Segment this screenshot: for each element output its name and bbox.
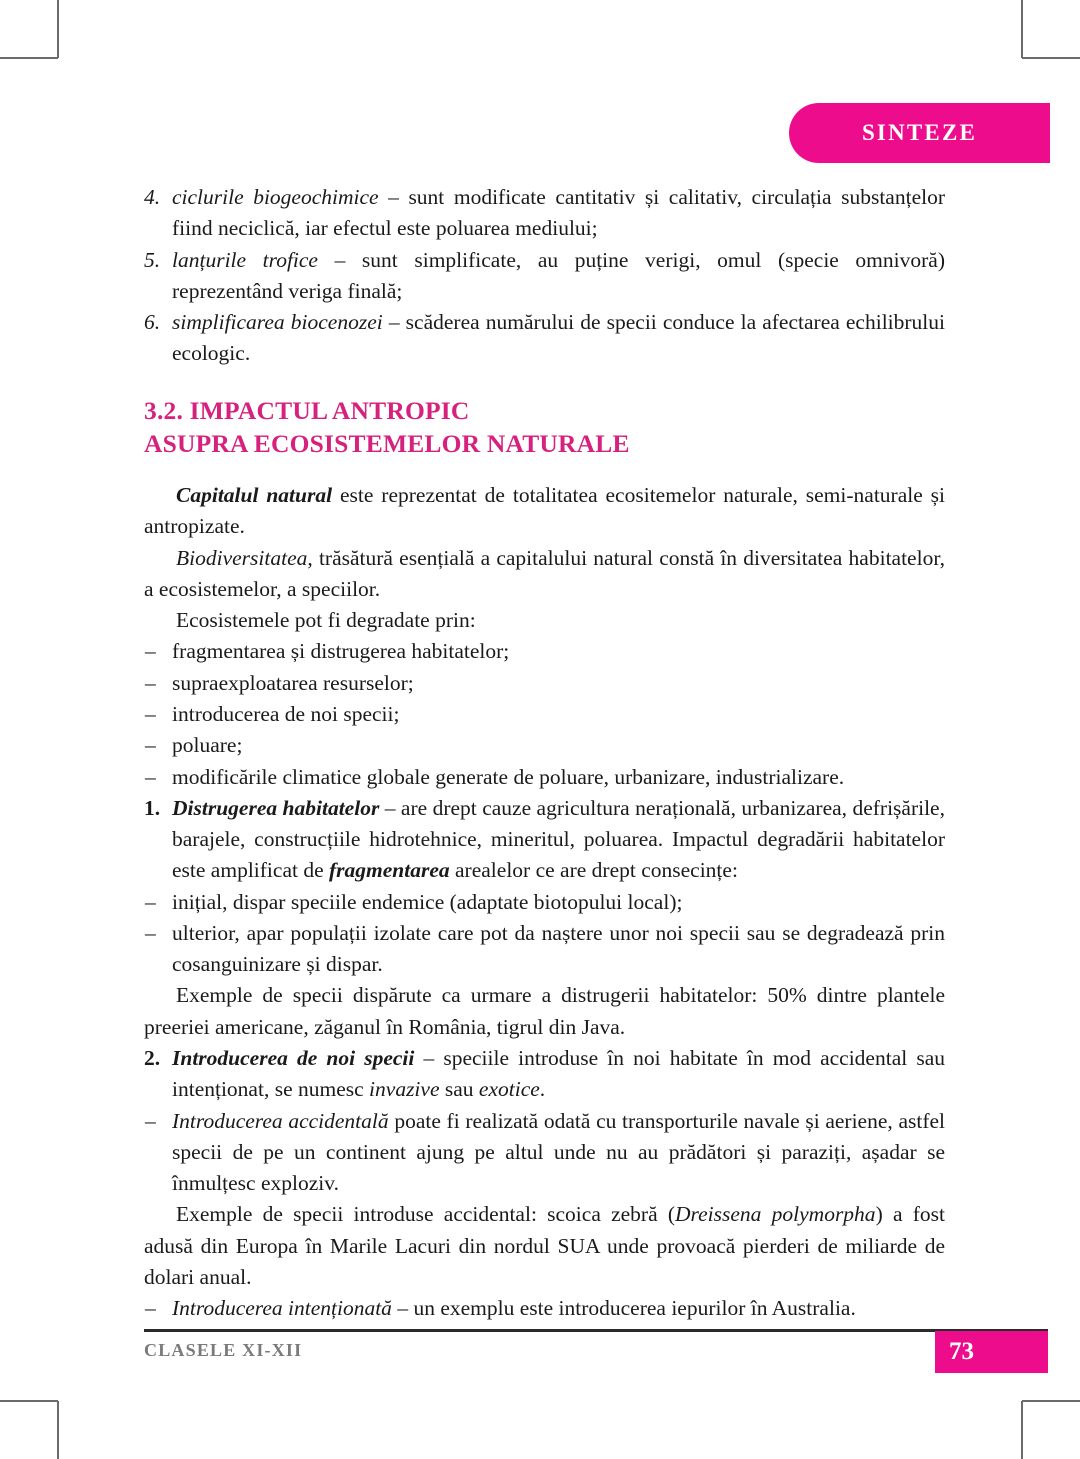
header-badge-label: SINTEZE bbox=[861, 120, 978, 145]
list-text: – sunt simplificate, au puține verigi, omul (specie omnivoră) reprezentând veriga finală; bbox=[172, 247, 945, 303]
paragraph-example-extinct-species: Exemple de specii dispărute ca urmare a distrugerii habitatelor: 50% dintre plantele preeriei americane, zăganul în România, tigrul din Java. bbox=[144, 983, 945, 1039]
list-term: ciclurile biogeochimice bbox=[172, 185, 379, 209]
list-text: – un exemplu este introducerea iepurilor în Australia. bbox=[391, 1296, 856, 1321]
dash-marker: – bbox=[145, 764, 156, 789]
crop-mark-bottom-left-vertical bbox=[57, 1401, 59, 1459]
dash-marker: – bbox=[145, 639, 156, 664]
list-term: lanțurile trofice bbox=[172, 247, 318, 272]
emphasis-invazive: invazive bbox=[369, 1077, 440, 1102]
list-text: inițial, dispar speciile endemice (adaptate biotopului local); bbox=[172, 889, 683, 914]
list-item bbox=[144, 887, 945, 918]
paragraph-text: arealelor ce are drept consecințe: bbox=[449, 858, 738, 883]
paragraph-example-accidental bbox=[144, 1199, 945, 1293]
paragraph-capital-natural bbox=[144, 480, 945, 543]
paragraph-text: – speciile introduse în noi habitate în mod accidental sau intenționat, se numesc bbox=[172, 1046, 945, 1102]
species-name-dreissena-polymorpha: Dreissena polymorpha bbox=[675, 1202, 876, 1227]
term-distrugerea-habitatelor: Distrugerea habitatelor bbox=[172, 795, 380, 820]
dash-marker: – bbox=[145, 670, 156, 695]
dash-marker: – bbox=[145, 1296, 156, 1321]
term-introducerea-accidentala: Introducerea accidentală bbox=[172, 1108, 389, 1133]
paragraph-biodiversitatea bbox=[144, 543, 945, 606]
list-item bbox=[144, 636, 945, 667]
list-text: – sunt modificate cantitativ și calitativ, circulația substanțelor fiind neciclică, iar efectul este poluarea mediului; bbox=[172, 185, 945, 241]
list-text: modificările climatice globale generate de poluare, urbanizare, industrializare. bbox=[172, 764, 845, 789]
list-marker: 6. bbox=[144, 310, 161, 335]
paragraph-text: Exemple de specii introduse accidental: scoica zebră ( bbox=[176, 1202, 676, 1227]
term-capitalul-natural: Capitalul natural bbox=[176, 482, 333, 507]
term-introducerea-intentionata: Introducerea intenționată bbox=[172, 1296, 392, 1321]
section-heading bbox=[144, 394, 945, 460]
page-number-box bbox=[935, 1331, 1048, 1373]
list-marker: 1. bbox=[144, 795, 161, 820]
top-numbered-list bbox=[144, 182, 945, 370]
term-biodiversitatea: Biodiversitatea bbox=[176, 545, 308, 570]
degradation-list bbox=[144, 636, 945, 792]
numbered-item-1 bbox=[144, 793, 945, 887]
numbered-item-2 bbox=[144, 1043, 945, 1106]
list-item bbox=[144, 730, 945, 761]
footer-label: CLASELE XI-XII bbox=[144, 1340, 303, 1360]
paragraph-degradate-prin: Ecosistemele pot fi degradate prin: bbox=[176, 608, 476, 633]
dash-marker: – bbox=[145, 701, 156, 726]
crop-mark-top-right-vertical bbox=[1021, 0, 1023, 58]
paragraph-text: . bbox=[539, 1077, 546, 1102]
paragraph-text: sau bbox=[439, 1077, 479, 1102]
crop-mark-bottom-right-horizontal bbox=[1022, 1400, 1080, 1402]
list-item bbox=[144, 699, 945, 730]
crop-mark-bottom-right-vertical bbox=[1021, 1401, 1023, 1459]
paragraph-text: este reprezentat de totalitatea ecositemelor naturale, semi-naturale și antropizate. bbox=[144, 482, 945, 539]
list-item bbox=[144, 307, 945, 370]
paragraph-text: – are drept cauze agricultura nerațională, urbanizarea, defrișările, barajele, construcțiile hidrotehnice, mineritul, poluarea. Impactul degradării habitatelor este amplificat de bbox=[172, 795, 945, 883]
term-introducerea-de-noi-specii: Introducerea de noi specii bbox=[172, 1046, 415, 1071]
list-text: fragmentarea și distrugerea habitatelor; bbox=[172, 639, 510, 664]
emphasis-fragmentarea: fragmentarea bbox=[329, 858, 450, 883]
list-text: supraexploatarea resurselor; bbox=[172, 670, 414, 695]
consequences-list bbox=[144, 887, 945, 981]
list-item bbox=[144, 668, 945, 699]
list-item bbox=[144, 762, 945, 793]
list-term: simplificarea biocenozei bbox=[172, 310, 383, 335]
list-item bbox=[144, 918, 945, 981]
emphasis-exotice: exotice bbox=[478, 1077, 540, 1102]
dash-marker: – bbox=[145, 889, 156, 914]
dash-marker: – bbox=[145, 733, 156, 758]
list-item bbox=[144, 245, 945, 308]
footer-divider bbox=[144, 1329, 1048, 1332]
section-heading-line-1: 3.2. IMPACTUL ANTROPIC bbox=[144, 395, 470, 425]
list-marker: 2. bbox=[144, 1046, 161, 1071]
list-text: introducerea de noi specii; bbox=[172, 701, 400, 726]
list-text: ulterior, apar populații izolate care pot da naștere unor noi specii sau se degradează prin cosanguinizare și dispar. bbox=[172, 920, 945, 977]
dash-marker: – bbox=[145, 1108, 156, 1133]
section-heading-line-2: ASUPRA ECOSISTEMELOR NATURALE bbox=[144, 428, 630, 458]
list-item bbox=[144, 182, 945, 245]
list-text: poate fi realizată odată cu transporturile navale și aeriene, astfel specii de pe un continent ajung pe altul unde nu au prădători și paraziți, așadar se înmulțesc exploziv. bbox=[172, 1108, 946, 1196]
list-item-introducerea-accidentala bbox=[144, 1106, 945, 1200]
crop-mark-bottom-left-horizontal bbox=[0, 1400, 58, 1402]
sinteze-header-badge bbox=[789, 103, 1050, 163]
paragraph-text: , trăsătură esențială a capitalului natural constă în diversitatea habitatelor, a ecosistemelor, a speciilor. bbox=[144, 545, 945, 601]
list-text: poluare; bbox=[172, 733, 243, 758]
crop-mark-top-left-vertical bbox=[57, 0, 59, 58]
list-text: – scăderea numărului de specii conduce la afectarea echilibrului ecologic. bbox=[172, 310, 945, 366]
crop-mark-top-left-horizontal bbox=[0, 57, 58, 59]
list-marker: 5. bbox=[144, 247, 161, 272]
crop-mark-top-right-horizontal bbox=[1022, 57, 1080, 59]
page-number: 73 bbox=[949, 1338, 974, 1365]
paragraph-text: ) a fost adusă din Europa în Marile Lacuri din nordul SUA unde provoacă pierderi de miliarde de dolari anual. bbox=[144, 1202, 945, 1289]
dash-marker: – bbox=[145, 920, 156, 945]
page-content bbox=[144, 182, 945, 1325]
list-marker: 4. bbox=[144, 185, 161, 209]
list-item-introducerea-intentionata bbox=[144, 1293, 945, 1324]
